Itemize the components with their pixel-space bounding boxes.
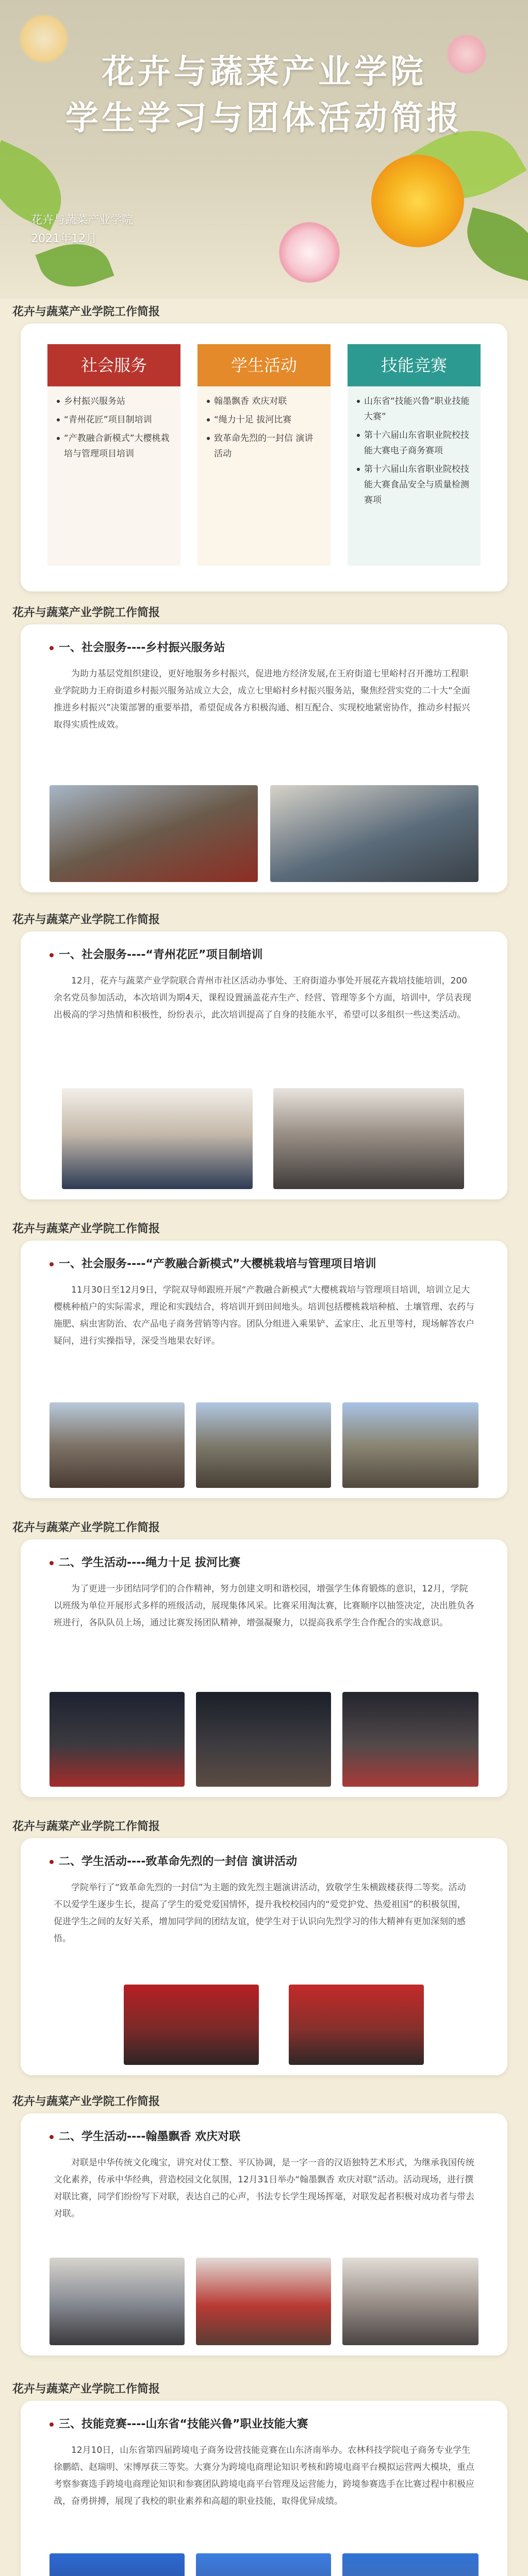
photo bbox=[196, 1692, 331, 1787]
section-heading: 花卉与蔬菜产业学院工作简报 bbox=[12, 1521, 160, 1534]
list-item: 翰墨飘香 欢庆对联 bbox=[207, 394, 321, 409]
photo bbox=[196, 2258, 331, 2345]
bullet-dot bbox=[50, 1860, 54, 1864]
column-header: 学生活动 bbox=[197, 344, 331, 386]
section-title: 二、学生活动----翰墨飘香 欢庆对联 bbox=[21, 2128, 269, 2144]
org-name: 花卉与蔬菜产业学院 bbox=[31, 214, 134, 227]
bullet-dot bbox=[50, 2422, 54, 2427]
section-heading: 花卉与蔬菜产业学院工作简报 bbox=[12, 1223, 160, 1235]
report-date: 2021年12月 bbox=[31, 232, 97, 245]
section-title: 一、社会服务----“青州花匠”项目制培训 bbox=[21, 946, 291, 962]
section-card bbox=[21, 624, 507, 892]
list-item: “青州花匠”项目制培训 bbox=[57, 412, 171, 428]
photo bbox=[50, 1402, 185, 1488]
section-title: 一、社会服务----“产教融合新模式”大樱桃栽培与管理项目培训 bbox=[21, 1255, 405, 1271]
section-text: 12月10日，山东省第四届跨境电子商务设营技能竞赛在山东济南举办。农林科技学院电子商务专业学生徐鹏皓、赵瑞明、宋博厚获三等奖。大赛分为跨境电商理论知识考核和跨境电商平台模拟运营两大模块，重点考察参赛选手跨境电商理论知识和参赛团队跨境电商平台管理及运营能力，跨境参赛选手在比赛过程中积极应战，奋勇拼搏，展现了我校的职业素养和高超的职业技能，取得优异成绩。 bbox=[54, 2445, 474, 2506]
section-text: 11月30日至12月9日，学院双导师跟班开展“产教融合新模式”大樱桃栽培与管理项目培训，培训立足大樱桃种植户的实际需求，理论和实践结合，将培训开到田间地头。培训包括樱桃栽培种植、土壤管理、农药与施肥、病虫害防治、农产品电子商务营销等内容。团队分组进入乘果铲、孟家庄、北五里等村，现场解答农户疑问，进行实操指导，深受当地果农好评。 bbox=[54, 1285, 474, 1346]
section-heading: 花卉与蔬菜产业学院工作简报 bbox=[12, 606, 160, 619]
section-heading: 花卉与蔬菜产业学院工作简报 bbox=[12, 1820, 160, 1833]
column-skill-competitions bbox=[348, 344, 481, 566]
photo bbox=[342, 1692, 478, 1787]
list-item: 第十六届山东省职业院校技能大赛电子商务赛项 bbox=[357, 428, 471, 459]
photo bbox=[270, 785, 478, 882]
bullet-dot bbox=[50, 1262, 54, 1266]
list-item: 乡村振兴服务站 bbox=[57, 394, 171, 409]
photo bbox=[50, 1692, 185, 1787]
list-item: 山东省“技能兴鲁”职业技能大赛” bbox=[357, 394, 471, 425]
section-text: 为助力基层党组织建设，更好地服务乡村振兴，促进地方经济发展,在王府街道七里峪村召开潍坊工程职业学院助力王府街道乡村振兴服务站成立大会，成立七里峪村乡村振兴服务站，聚焦经营实党的二十大“全面推进乡村振兴”决策部署的重要举措，希望促成各方积极沟通、相互配合、实现校地紧密协作，推动乡村振兴取得实质性成效。 bbox=[54, 669, 470, 730]
photo bbox=[342, 1402, 478, 1488]
photo bbox=[62, 1088, 253, 1189]
section-heading: 花卉与蔬菜产业学院工作简报 bbox=[12, 2095, 160, 2108]
photo bbox=[273, 1088, 464, 1189]
bullet-dot bbox=[50, 953, 54, 957]
hero-banner bbox=[0, 0, 528, 299]
section-text: 为了更进一步团结同学们的合作精神，努力创建文明和谐校园，增强学生体育锻炼的意识，12月，学院以班级为单位开展形式多样的班级活动，展现集体风采。比赛采用淘汰赛，比赛顺序以抽签决定，决出胜负各班进行，各队队员上场，通过比赛发扬团队精神，增强凝聚力，以提高我系学生合作配合的实战意识。 bbox=[54, 1584, 474, 1628]
photo bbox=[342, 2258, 478, 2345]
column-student-activities bbox=[197, 344, 331, 566]
photo bbox=[50, 2553, 185, 2576]
section-card bbox=[21, 1838, 507, 2075]
photo bbox=[342, 2553, 478, 2576]
section-title: 二、学生活动----绳力十足 拔河比赛 bbox=[21, 1554, 269, 1570]
list-item: “产教融合新模式”大樱桃栽培与管理项目培训 bbox=[57, 431, 171, 462]
section-heading: 花卉与蔬菜产业学院工作简报 bbox=[12, 913, 160, 926]
section-title: 三、技能竞赛----山东省“技能兴鲁”职业技能大赛 bbox=[21, 2415, 337, 2431]
section-title: 二、学生活动----致革命先烈的一封信 演讲活动 bbox=[21, 1853, 326, 1869]
list-item: 第十六届山东省职业院校技能大赛食品安全与质量检测赛项 bbox=[357, 462, 471, 508]
bullet-dot bbox=[50, 646, 54, 650]
page-title: 花卉与蔬菜产业学院 bbox=[102, 53, 426, 91]
section-text: 对联是中华传统文化瑰宝，讲究对仗工整、平仄协调，是一字一音的汉语独特艺术形式，为继承我国传统文化素养，传承中华经典，营造校园文化氛围，12月31日举办“翰墨飘香 欢庆对联”活动。活动现场，进行撰对联比赛，同学们纷纷写下对联，表达自己的心声，书法专长学生现场挥毫，对联发起者积极对成功者与带去对联。 bbox=[54, 2158, 474, 2219]
section-text: 12月，花卉与蔬菜产业学院联合青州市社区活动办事处、王府街道办事处开展花卉栽培技能培训，200余名党员参加活动，本次培训为期4天，课程设置涵盖花卉生产、经营、管理等多个方面，培训中，学员表现出极高的学习热情和积极性，纷纷表示，此次培训提高了自身的技能水平，希望可以多组织一些这类活动。 bbox=[54, 976, 471, 1020]
section-card bbox=[21, 1241, 507, 1498]
section-card bbox=[21, 2113, 507, 2355]
photo bbox=[196, 2553, 331, 2576]
leaf-decoration bbox=[458, 207, 528, 282]
bullet-dot bbox=[50, 2135, 54, 2139]
section-heading: 花卉与蔬菜产业学院工作简报 bbox=[12, 306, 160, 318]
overview-card bbox=[21, 324, 507, 591]
photo bbox=[50, 2258, 185, 2345]
flower-decoration bbox=[278, 222, 340, 283]
column-header: 社会服务 bbox=[47, 344, 180, 386]
photo bbox=[289, 1985, 424, 2065]
list-item: “绳力十足 拔河比赛 bbox=[207, 412, 321, 428]
photo bbox=[50, 785, 258, 882]
section-text: 学院举行了“致革命先烈的一封信”为主题的致先烈主题演讲活动，致敬学生朱横跋楼获得二等奖。活动不以爱学生逐步生长，提高了学生的爱党爱国情怀，提升我校校园内的“爱党护党、热爱祖国”的积极氛围，促进学生之间的友好关系，增加同学间的团结友谊，使学生对于认识向先烈学习的伟大精神有更加深刻的感悟。 bbox=[54, 1883, 466, 1944]
section-heading: 花卉与蔬菜产业学院工作简报 bbox=[12, 2383, 160, 2396]
page-subtitle: 学生学习与团体活动简报 bbox=[65, 99, 463, 138]
photo bbox=[196, 1402, 331, 1488]
bullet-dot bbox=[50, 1561, 54, 1565]
flower-decoration bbox=[371, 155, 464, 247]
section-card bbox=[21, 931, 507, 1199]
photo bbox=[124, 1985, 259, 2065]
column-social-service bbox=[47, 344, 180, 566]
section-card bbox=[21, 2401, 507, 2576]
section-card bbox=[21, 1539, 507, 1797]
list-item: 致革命先烈的一封信 演讲活动 bbox=[207, 431, 321, 462]
section-title: 一、社会服务----乡村振兴服务站 bbox=[21, 639, 254, 655]
column-header: 技能竞赛 bbox=[348, 344, 481, 386]
